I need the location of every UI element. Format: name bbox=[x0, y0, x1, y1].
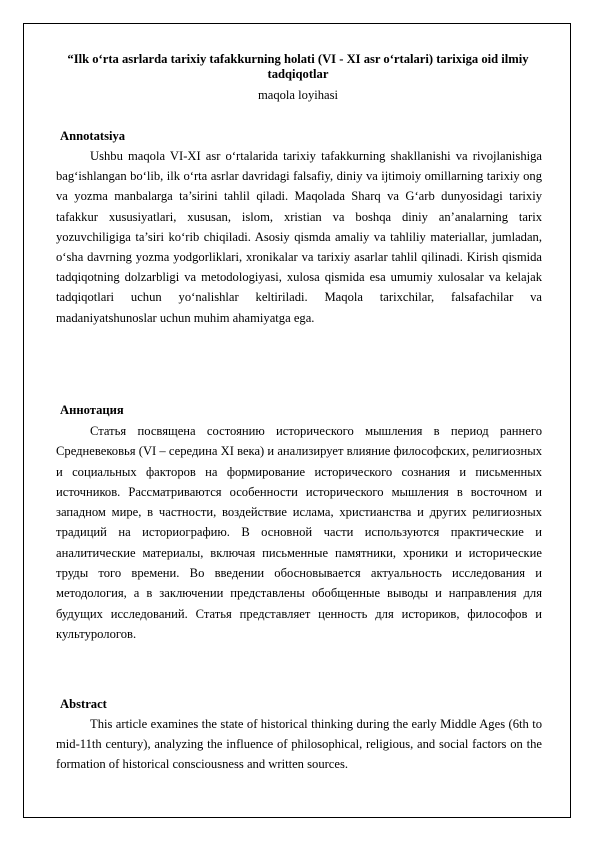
heading-annotatsiya-ru: Аннотация bbox=[60, 403, 124, 417]
document-subtitle: maqola loyihasi bbox=[257, 88, 339, 102]
paragraph-annotatsiya: Ushbu maqola VI-XI asr o‘rtalarida tarixiy tafakkurning shakllanishi va rivojlanishiga bag‘ishlangan bo‘lib, ilk o‘rta asrlar davridagi falsafiy, diniy va ijtimoiy omillarning tarixiy ong va yozma manbalarga ta’sirini tahlil qiladi. Maqolada Sharq va G‘arb dunyosidagi tarixiy tafakkur xususiyatlari, xususan, islom, xristian va boshqa diniy an’analarning tarix yozuvchiligiga ta’siri ko‘rib chiqiladi. Asosiy qismda amaliy va tahliliy materiallar, jumladan, o‘sha davrning yozma yodgorliklari, xronikalar va tarixiy asarlar tahlil qilinadi. Kirish qismida tadqiqotning dolzarbligi va metodologiyasi, xulosa qismida esa umumiy xulosalar va kelajak tadqiqotlari uchun yo‘nalishlar keltiriladi. Maqola tarixchilar, falsafachilar va madaniyatshunoslar uchun muhim ahamiyatga ega. bbox=[56, 149, 542, 325]
heading-annotatsiya: Annotatsiya bbox=[60, 129, 126, 143]
paragraph-abstract: This article examines the state of historical thinking during the early Middle Ages (6th to mid-11th century), analyzing the influence of philosophical, religious, and social factors on the formation of historical consciousness and written sources. bbox=[56, 717, 542, 772]
document-title: “Ilk o‘rta asrlarda tarixiy tafakkurning holati (VI - XI asr o‘rtalari) tarixiga oid ilmiy tadqiqotlar bbox=[67, 52, 529, 81]
paragraph-annotatsiya-ru: Статья посвящена состоянию исторического мышления в период раннего Средневековья (VI – середина XI века) и анализирует влияние философских, религиозных и социальных факторов на формирование исторического сознания и письменных источников. Рассматриваются особенности исторического мышления в восточном и западном мире, в частности, воздействие ислама, христианства и других религиозных традиций на историографию. В основной части используются практические и аналитические материалы, включая письменные памятники, хроники и исторические труды того времени. Во введении обосновывается актуальность исследования и методология, а в заключении представлены обобщенные выводы и направления для будущих исследований. Статья представляет ценность для историков, философов и культурологов. bbox=[56, 424, 542, 641]
heading-abstract: Abstract bbox=[60, 697, 107, 711]
